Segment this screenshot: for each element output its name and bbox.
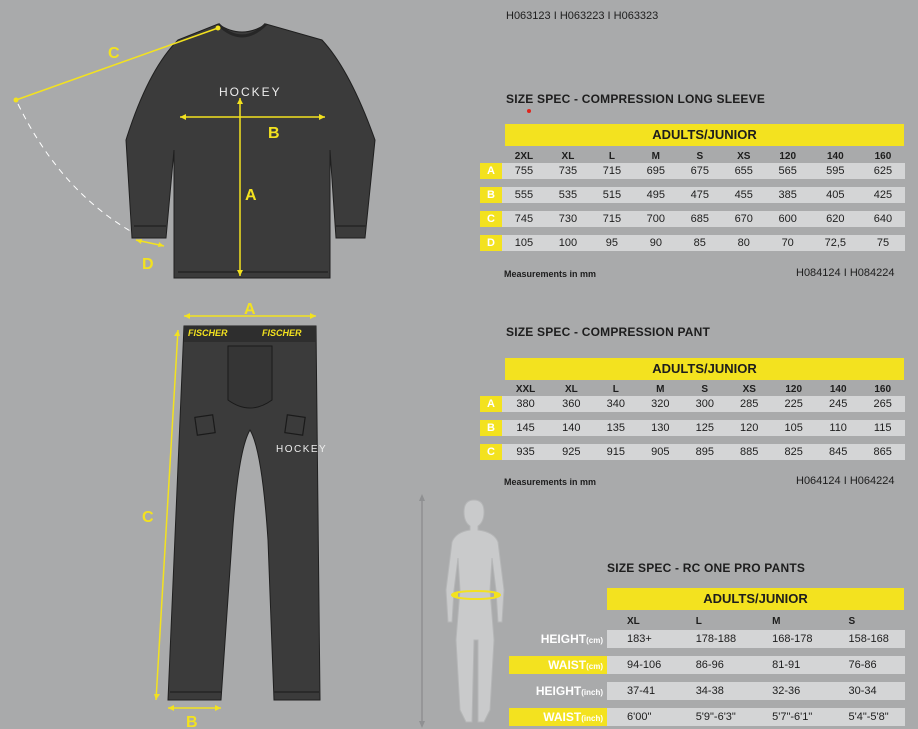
size-header: XL: [564, 383, 578, 395]
value-cell: 905: [638, 444, 682, 460]
size-header: XL: [561, 150, 575, 162]
red-dot-marker: [527, 109, 531, 113]
value-cell: 865: [860, 444, 905, 460]
size-header: 120: [779, 150, 797, 162]
shirt-brand-text: HOCKEY: [219, 85, 282, 99]
size-header: 140: [826, 150, 844, 162]
table-row: [509, 682, 905, 700]
value-cell: 915: [594, 444, 638, 460]
value-cell: 715: [590, 211, 634, 227]
size-header: L: [612, 383, 619, 395]
value-cell: 685: [678, 211, 722, 227]
value-cell: 70: [766, 235, 810, 251]
table-row: [480, 444, 905, 460]
value-cell: 885: [727, 444, 771, 460]
value-cell: 640: [861, 211, 905, 227]
value-cell: 695: [634, 163, 678, 179]
value-cell: 105: [771, 420, 815, 436]
size-header: L: [695, 615, 702, 627]
pant-waistband-brand-left: FISCHER: [188, 328, 228, 338]
value-cell: 535: [546, 187, 590, 203]
value-cell: 140: [549, 420, 593, 436]
value-cell: 145: [502, 420, 549, 436]
value-cell: 845: [816, 444, 860, 460]
corner-cell: [480, 149, 502, 163]
value-cell: 85: [678, 235, 722, 251]
row-label-unit: (cm): [586, 636, 603, 645]
long-sleeve-group-header: ADULTS/JUNIOR: [505, 124, 904, 146]
value-cell: 135: [594, 420, 638, 436]
size-header: M: [772, 615, 781, 627]
value-cell: 620: [810, 211, 861, 227]
long-sleeve-title: SIZE SPEC - COMPRESSION LONG SLEEVE: [506, 92, 766, 106]
rc-pro-group-header: ADULTS/JUNIOR: [607, 588, 904, 610]
pant-group-header: ADULTS/JUNIOR: [505, 358, 904, 380]
value-cell: 265: [860, 396, 905, 412]
value-cell: 285: [727, 396, 771, 412]
value-cell: 515: [590, 187, 634, 203]
pant-dim-c-label: C: [142, 509, 154, 526]
size-header: M: [651, 150, 660, 162]
value-cell: 735: [546, 163, 590, 179]
long-sleeve-shirt-illustration: [0, 0, 400, 290]
value-cell: 225: [771, 396, 815, 412]
value-cell: 655: [722, 163, 766, 179]
value-cell: 455: [722, 187, 766, 203]
value-cell: 425: [861, 187, 905, 203]
size-header: 160: [874, 383, 892, 395]
value-cell: 120: [727, 420, 771, 436]
value-cell: 94-106: [607, 656, 676, 674]
value-cell: 5'9"-6'3": [676, 708, 752, 726]
value-cell: 81-91: [752, 656, 828, 674]
table-row: [509, 708, 905, 726]
value-cell: 95: [590, 235, 634, 251]
row-label-text: WAIST: [543, 710, 582, 724]
long-sleeve-product-codes: H084124 I H084224: [796, 267, 895, 279]
pant-product-codes: H064124 I H064224: [796, 475, 895, 487]
value-cell: 730: [546, 211, 590, 227]
value-cell: 700: [634, 211, 678, 227]
pant-brand-text: HOCKEY: [276, 444, 328, 455]
value-cell: 300: [683, 396, 727, 412]
value-cell: 125: [683, 420, 727, 436]
value-cell: 105: [502, 235, 546, 251]
size-header: XS: [737, 150, 751, 162]
row-label: [509, 708, 607, 726]
value-cell: 76-86: [829, 656, 905, 674]
size-header: 2XL: [514, 150, 534, 162]
pant-measure-note: Measurements in mm: [504, 477, 597, 487]
rc-pro-size-table: [509, 612, 905, 726]
long-sleeve-measure-note: Measurements in mm: [504, 269, 597, 279]
value-cell: 715: [590, 163, 634, 179]
shirt-dim-a-label: A: [245, 187, 257, 204]
value-cell: 100: [546, 235, 590, 251]
value-cell: 340: [594, 396, 638, 412]
value-cell: 6'00": [607, 708, 676, 726]
size-header: 120: [785, 383, 803, 395]
value-cell: 5'4"-5'8": [829, 708, 905, 726]
value-cell: 565: [766, 163, 810, 179]
row-label-text: HEIGHT: [535, 684, 582, 698]
value-cell: 755: [502, 163, 546, 179]
table-row: [480, 235, 905, 251]
size-header: L: [608, 150, 615, 162]
value-cell: 183+: [607, 630, 676, 648]
corner-cell: [509, 612, 607, 630]
body-silhouette-illustration: [410, 490, 520, 729]
value-cell: 245: [816, 396, 860, 412]
shirt-dim-b-label: B: [268, 125, 280, 142]
size-header: 140: [829, 383, 847, 395]
compression-pant-illustration: [0, 290, 400, 729]
pant-dim-b-label: B: [186, 714, 198, 729]
row-label: A: [480, 163, 502, 179]
size-header: XS: [742, 383, 756, 395]
value-cell: 495: [634, 187, 678, 203]
row-label-text: HEIGHT: [540, 632, 587, 646]
table-row: [509, 656, 905, 674]
value-cell: 555: [502, 187, 546, 203]
value-cell: 178-188: [676, 630, 752, 648]
value-cell: 30-34: [829, 682, 905, 700]
value-cell: 168-178: [752, 630, 828, 648]
value-cell: 80: [722, 235, 766, 251]
value-cell: 34-38: [676, 682, 752, 700]
value-cell: 5'7"-6'1": [752, 708, 828, 726]
table-row: [480, 211, 905, 227]
row-label: A: [480, 396, 502, 412]
row-label: [509, 682, 607, 700]
row-label: [509, 630, 607, 648]
value-cell: 385: [766, 187, 810, 203]
table-row: [480, 187, 905, 203]
value-cell: 670: [722, 211, 766, 227]
table-row: [509, 630, 905, 648]
value-cell: 625: [861, 163, 905, 179]
value-cell: 110: [816, 420, 860, 436]
row-label: D: [480, 235, 502, 251]
value-cell: 675: [678, 163, 722, 179]
value-cell: 320: [638, 396, 682, 412]
row-label-unit: (cm): [586, 662, 603, 671]
value-cell: 72,5: [810, 235, 861, 251]
row-label-unit: (inch): [581, 688, 603, 697]
value-cell: 37-41: [607, 682, 676, 700]
value-cell: 32-36: [752, 682, 828, 700]
table-row: [480, 163, 905, 179]
header-product-codes: H063123 I H063223 I H063323: [506, 10, 659, 22]
table-row: [480, 396, 905, 412]
size-header: XL: [627, 615, 640, 627]
pant-size-table: [480, 382, 905, 460]
size-header: S: [696, 150, 704, 162]
value-cell: 925: [549, 444, 593, 460]
value-cell: 475: [678, 187, 722, 203]
value-cell: 745: [502, 211, 546, 227]
row-label-unit: (inch): [581, 714, 603, 723]
row-label: B: [480, 420, 502, 436]
pant-waistband-brand-right: FISCHER: [262, 328, 302, 338]
row-label: C: [480, 211, 502, 227]
long-sleeve-size-table: [480, 149, 905, 251]
value-cell: 130: [638, 420, 682, 436]
value-cell: 380: [502, 396, 549, 412]
row-label-text: WAIST: [548, 658, 587, 672]
value-cell: 158-168: [829, 630, 905, 648]
row-label: C: [480, 444, 502, 460]
rc-pro-title: SIZE SPEC - RC ONE PRO PANTS: [607, 561, 806, 575]
shirt-dim-d-label: D: [142, 256, 154, 273]
value-cell: 75: [861, 235, 905, 251]
shirt-dim-c-label: C: [108, 45, 120, 62]
pant-title: SIZE SPEC - COMPRESSION PANT: [506, 325, 711, 339]
size-header: XXL: [515, 383, 536, 395]
value-cell: 86-96: [676, 656, 752, 674]
value-cell: 360: [549, 396, 593, 412]
value-cell: 825: [771, 444, 815, 460]
value-cell: 595: [810, 163, 861, 179]
value-cell: 90: [634, 235, 678, 251]
table-row: [480, 420, 905, 436]
pant-dim-a-label: A: [244, 301, 256, 318]
size-header: S: [848, 615, 856, 627]
value-cell: 405: [810, 187, 861, 203]
size-header: S: [701, 383, 709, 395]
value-cell: 600: [766, 211, 810, 227]
row-label: B: [480, 187, 502, 203]
size-header: M: [656, 383, 665, 395]
corner-cell: [480, 382, 502, 396]
value-cell: 935: [502, 444, 549, 460]
value-cell: 115: [860, 420, 905, 436]
row-label: [509, 656, 607, 674]
size-header: 160: [874, 150, 892, 162]
value-cell: 895: [683, 444, 727, 460]
